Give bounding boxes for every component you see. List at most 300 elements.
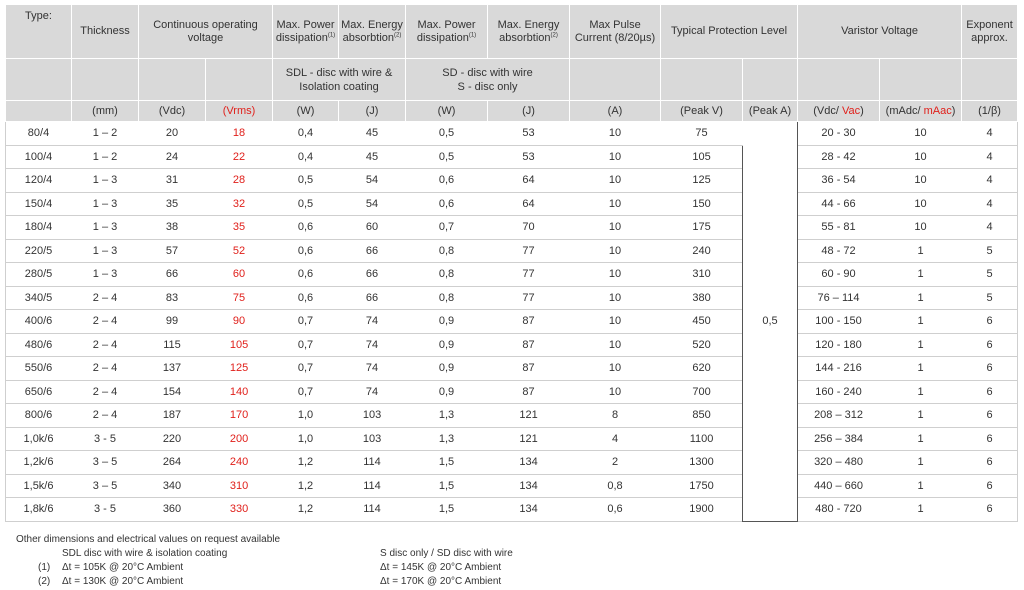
cell-energy-sd: 64 — [488, 192, 570, 216]
unit-vdc: (Vdc) — [139, 101, 206, 122]
table-row — [6, 474, 1018, 498]
cell-type: 280/5 — [6, 263, 72, 287]
cell-varistor-voltage: 480 - 720 — [798, 498, 880, 522]
table-row — [6, 263, 1018, 287]
cell-power-sd: 1,3 — [406, 404, 488, 428]
cell-type: 80/4 — [6, 122, 72, 146]
cell-energy-sd: 87 — [488, 380, 570, 404]
cell-type: 1,2k/6 — [6, 451, 72, 475]
unit-vac-red: Vac — [841, 105, 861, 117]
cell-varistor-voltage: 440 – 660 — [798, 474, 880, 498]
cell-peak-v: 1900 — [661, 498, 743, 522]
group-empty-8 — [798, 59, 880, 101]
cell-peak-v: 310 — [661, 263, 743, 287]
cell-vrms: 32 — [206, 192, 273, 216]
cell-energy-sd: 64 — [488, 169, 570, 193]
table-row — [6, 451, 1018, 475]
cell-vdc: 360 — [139, 498, 206, 522]
cell-exponent: 5 — [962, 239, 1018, 263]
cell-energy-sd: 87 — [488, 357, 570, 381]
cell-type: 150/4 — [6, 192, 72, 216]
group-empty-1 — [6, 59, 72, 101]
header-thickness: Thickness — [72, 5, 139, 59]
cell-varistor-voltage: 160 - 240 — [798, 380, 880, 404]
cell-power-sd: 1,5 — [406, 498, 488, 522]
header-max-energy-1-text: Max. Energy absorbtion — [341, 18, 403, 44]
group-empty-4 — [206, 59, 273, 101]
table-row — [6, 192, 1018, 216]
cell-thickness: 3 – 5 — [72, 451, 139, 475]
cell-peak-v: 380 — [661, 286, 743, 310]
unit-peak-a: (Peak A) — [743, 101, 798, 122]
header-max-power-1 — [273, 5, 339, 59]
cell-varistor-voltage: 320 – 480 — [798, 451, 880, 475]
cell-energy-sd: 121 — [488, 404, 570, 428]
footnote-ref-1b: (1) — [468, 31, 477, 38]
cell-thickness: 2 – 4 — [72, 286, 139, 310]
cell-exponent: 6 — [962, 474, 1018, 498]
cell-power-sd: 0,9 — [406, 333, 488, 357]
cell-thickness: 1 – 3 — [72, 216, 139, 240]
unit-maac-red: mAac — [923, 105, 952, 117]
group-sd-line1: SD - disc with wire — [442, 66, 533, 79]
table-row — [6, 122, 1018, 146]
cell-pulse-current: 10 — [570, 216, 661, 240]
cell-type: 340/5 — [6, 286, 72, 310]
cell-current: 1 — [880, 286, 962, 310]
unit-vdc-vac-b: ) — [860, 105, 864, 117]
cell-vrms: 105 — [206, 333, 273, 357]
cell-power-sdl: 1,2 — [273, 498, 339, 522]
cell-energy-sd: 87 — [488, 310, 570, 334]
cell-exponent: 5 — [962, 263, 1018, 287]
cell-varistor-voltage: 100 - 150 — [798, 310, 880, 334]
cell-exponent: 4 — [962, 122, 1018, 146]
cell-exponent: 6 — [962, 357, 1018, 381]
cell-vrms: 170 — [206, 404, 273, 428]
cell-current: 1 — [880, 310, 962, 334]
cell-power-sd: 1,5 — [406, 474, 488, 498]
cell-type: 100/4 — [6, 145, 72, 169]
cell-vdc: 187 — [139, 404, 206, 428]
unit-madc-maac — [880, 101, 962, 122]
header-exponent: Exponent approx. — [962, 5, 1018, 59]
cell-power-sdl: 0,6 — [273, 216, 339, 240]
group-empty-7 — [743, 59, 798, 101]
cell-energy-sdl: 103 — [339, 427, 406, 451]
unit-vdc-vac — [798, 101, 880, 122]
cell-energy-sdl: 66 — [339, 286, 406, 310]
table-row — [6, 286, 1018, 310]
cell-pulse-current: 4 — [570, 427, 661, 451]
header-max-energy-1 — [339, 5, 406, 59]
note-left-title: SDL disc with wire & isolation coating — [62, 548, 228, 559]
cell-varistor-voltage: 76 – 114 — [798, 286, 880, 310]
cell-exponent: 6 — [962, 404, 1018, 428]
cell-thickness: 1 – 2 — [72, 122, 139, 146]
cell-varistor-voltage: 208 – 312 — [798, 404, 880, 428]
group-sdl: SDL - disc with wire & Isolation coating — [273, 59, 406, 101]
header-row-groups — [6, 59, 1018, 101]
note-right-2: Δt = 170K @ 20°C Ambient — [380, 576, 502, 587]
cell-exponent: 6 — [962, 427, 1018, 451]
cell-power-sdl: 1,0 — [273, 427, 339, 451]
table-row — [6, 169, 1018, 193]
cell-type: 650/6 — [6, 380, 72, 404]
cell-vrms: 90 — [206, 310, 273, 334]
note-left-2: Δt = 130K @ 20°C Ambient — [62, 576, 184, 587]
cell-vdc: 264 — [139, 451, 206, 475]
header-max-power-2-text: Max. Power dissipation — [416, 18, 476, 44]
cell-vrms: 18 — [206, 122, 273, 146]
note-other-dimensions: Other dimensions and electrical values on request available — [16, 534, 281, 545]
cell-current: 10 — [880, 216, 962, 240]
table-row — [6, 239, 1018, 263]
cell-varistor-voltage: 20 - 30 — [798, 122, 880, 146]
cell-peak-v: 1100 — [661, 427, 743, 451]
cell-current: 1 — [880, 333, 962, 357]
cell-current: 1 — [880, 451, 962, 475]
cell-pulse-current: 0,8 — [570, 474, 661, 498]
cell-pulse-current: 10 — [570, 169, 661, 193]
unit-j1: (J) — [339, 101, 406, 122]
cell-varistor-voltage: 44 - 66 — [798, 192, 880, 216]
cell-vdc: 137 — [139, 357, 206, 381]
cell-power-sd: 0,6 — [406, 169, 488, 193]
cell-energy-sdl: 66 — [339, 263, 406, 287]
varistor-spec-table — [5, 4, 1018, 522]
cell-thickness: 1 – 3 — [72, 263, 139, 287]
cell-power-sd: 0,9 — [406, 310, 488, 334]
cell-vrms: 140 — [206, 380, 273, 404]
cell-energy-sdl: 60 — [339, 216, 406, 240]
cell-pulse-current: 10 — [570, 192, 661, 216]
cell-power-sdl: 0,7 — [273, 357, 339, 381]
cell-type: 220/5 — [6, 239, 72, 263]
cell-energy-sd: 77 — [488, 239, 570, 263]
cell-energy-sdl: 103 — [339, 404, 406, 428]
cell-vdc: 220 — [139, 427, 206, 451]
cell-vdc: 35 — [139, 192, 206, 216]
cell-type: 1,8k/6 — [6, 498, 72, 522]
header-max-pulse: Max Pulse Current (8/20µs) — [570, 5, 661, 59]
unit-w1: (W) — [273, 101, 339, 122]
cell-exponent: 6 — [962, 380, 1018, 404]
group-empty-10 — [962, 59, 1018, 101]
cell-vrms: 75 — [206, 286, 273, 310]
cell-vrms: 60 — [206, 263, 273, 287]
cell-vrms: 240 — [206, 451, 273, 475]
cell-type: 1,0k/6 — [6, 427, 72, 451]
cell-power-sd: 0,5 — [406, 122, 488, 146]
cell-peak-v: 1300 — [661, 451, 743, 475]
footnote-ref-1: (1) — [327, 31, 336, 38]
cell-energy-sd: 134 — [488, 498, 570, 522]
cell-exponent: 6 — [962, 451, 1018, 475]
cell-pulse-current: 10 — [570, 357, 661, 381]
cell-vrms: 310 — [206, 474, 273, 498]
cell-pulse-current: 0,6 — [570, 498, 661, 522]
cell-peak-v: 240 — [661, 239, 743, 263]
cell-power-sdl: 1,0 — [273, 404, 339, 428]
cell-power-sd: 0,6 — [406, 192, 488, 216]
footnote-ref-2: (2) — [394, 31, 402, 38]
header-type: Type: — [6, 5, 72, 59]
cell-power-sdl: 0,7 — [273, 380, 339, 404]
cell-energy-sd: 121 — [488, 427, 570, 451]
table-row — [6, 404, 1018, 428]
cell-varistor-voltage: 144 - 216 — [798, 357, 880, 381]
cell-pulse-current: 10 — [570, 122, 661, 146]
cell-pulse-current: 10 — [570, 310, 661, 334]
cell-power-sdl: 0,7 — [273, 310, 339, 334]
cell-thickness: 1 – 3 — [72, 239, 139, 263]
cell-power-sdl: 0,5 — [273, 192, 339, 216]
cell-energy-sd: 87 — [488, 333, 570, 357]
header-max-power-1-text: Max. Power dissipation — [275, 18, 335, 44]
cell-current: 1 — [880, 239, 962, 263]
cell-thickness: 1 – 3 — [72, 192, 139, 216]
cell-vrms: 125 — [206, 357, 273, 381]
cell-power-sd: 0,5 — [406, 145, 488, 169]
cell-power-sdl: 0,5 — [273, 169, 339, 193]
note-right-1: Δt = 145K @ 20°C Ambient — [380, 562, 502, 573]
header-continuous-voltage: Continuous operating voltage — [139, 5, 273, 59]
cell-peak-v: 1750 — [661, 474, 743, 498]
cell-power-sdl: 1,2 — [273, 451, 339, 475]
cell-vrms: 28 — [206, 169, 273, 193]
table-body — [6, 122, 1018, 522]
unit-thickness: (mm) — [72, 101, 139, 122]
cell-peak-v: 850 — [661, 404, 743, 428]
cell-energy-sdl: 45 — [339, 145, 406, 169]
cell-energy-sdl: 74 — [339, 310, 406, 334]
group-empty-9 — [880, 59, 962, 101]
cell-peak-v: 125 — [661, 169, 743, 193]
cell-power-sd: 0,8 — [406, 263, 488, 287]
cell-vdc: 31 — [139, 169, 206, 193]
unit-vrms: (Vrms) — [206, 101, 273, 122]
cell-exponent: 4 — [962, 216, 1018, 240]
cell-varistor-voltage: 36 - 54 — [798, 169, 880, 193]
header-max-energy-2 — [488, 5, 570, 59]
cell-thickness: 2 – 4 — [72, 310, 139, 334]
cell-exponent: 5 — [962, 286, 1018, 310]
cell-current: 1 — [880, 498, 962, 522]
cell-thickness: 2 – 4 — [72, 333, 139, 357]
unit-beta: (1/β) — [962, 101, 1018, 122]
cell-thickness: 1 – 2 — [72, 145, 139, 169]
cell-peak-v: 450 — [661, 310, 743, 334]
cell-type: 800/6 — [6, 404, 72, 428]
cell-varistor-voltage: 28 - 42 — [798, 145, 880, 169]
table-row — [6, 145, 1018, 169]
cell-current: 1 — [880, 263, 962, 287]
unit-w2: (W) — [406, 101, 488, 122]
cell-current: 1 — [880, 474, 962, 498]
cell-current: 1 — [880, 380, 962, 404]
cell-energy-sdl: 74 — [339, 333, 406, 357]
cell-thickness: 2 – 4 — [72, 357, 139, 381]
cell-varistor-voltage: 48 - 72 — [798, 239, 880, 263]
cell-peak-v: 520 — [661, 333, 743, 357]
group-sd — [406, 59, 570, 101]
cell-vdc: 154 — [139, 380, 206, 404]
cell-pulse-current: 2 — [570, 451, 661, 475]
cell-energy-sdl: 74 — [339, 357, 406, 381]
header-row-titles — [6, 5, 1018, 59]
cell-power-sdl: 0,7 — [273, 333, 339, 357]
cell-exponent: 6 — [962, 310, 1018, 334]
cell-thickness: 2 – 4 — [72, 380, 139, 404]
cell-exponent: 4 — [962, 145, 1018, 169]
cell-varistor-voltage: 120 - 180 — [798, 333, 880, 357]
cell-power-sd: 0,9 — [406, 357, 488, 381]
cell-exponent: 6 — [962, 498, 1018, 522]
cell-type: 120/4 — [6, 169, 72, 193]
note-left-2-num: (2) — [38, 576, 51, 587]
cell-thickness: 3 – 5 — [72, 474, 139, 498]
table-row — [6, 333, 1018, 357]
cell-exponent: 4 — [962, 169, 1018, 193]
table-row — [6, 357, 1018, 381]
cell-pulse-current: 10 — [570, 239, 661, 263]
note-left-1-num: (1) — [38, 562, 51, 573]
cell-pulse-current: 10 — [570, 380, 661, 404]
cell-energy-sd: 77 — [488, 286, 570, 310]
cell-vdc: 66 — [139, 263, 206, 287]
cell-type: 480/6 — [6, 333, 72, 357]
header-row-units — [6, 101, 1018, 122]
table-row — [6, 310, 1018, 334]
cell-current: 10 — [880, 169, 962, 193]
cell-peak-v: 620 — [661, 357, 743, 381]
unit-j2: (J) — [488, 101, 570, 122]
cell-exponent: 6 — [962, 333, 1018, 357]
header-typical-protection: Typical Protection Level — [661, 5, 798, 59]
cell-vdc: 20 — [139, 122, 206, 146]
cell-pulse-current: 10 — [570, 263, 661, 287]
cell-power-sd: 1,3 — [406, 427, 488, 451]
cell-pulse-current: 10 — [570, 286, 661, 310]
cell-energy-sd: 53 — [488, 122, 570, 146]
group-empty-5 — [570, 59, 661, 101]
note-left-1: Δt = 105K @ 20°C Ambient — [62, 562, 184, 573]
cell-vdc: 115 — [139, 333, 206, 357]
unit-vdc-vac-a: (Vdc/ — [813, 105, 842, 117]
header-max-energy-2-text: Max. Energy absorbtion — [497, 18, 560, 44]
cell-peak-v: 75 — [661, 122, 743, 146]
cell-energy-sd: 77 — [488, 263, 570, 287]
cell-vrms: 200 — [206, 427, 273, 451]
cell-power-sdl: 0,4 — [273, 145, 339, 169]
footnote-ref-2b: (2) — [550, 31, 558, 38]
cell-energy-sdl: 66 — [339, 239, 406, 263]
cell-vdc: 24 — [139, 145, 206, 169]
group-sd-line2: S - disc only — [457, 80, 518, 93]
cell-energy-sd: 134 — [488, 451, 570, 475]
cell-peak-v: 105 — [661, 145, 743, 169]
header-varistor-voltage: Varistor Voltage — [798, 5, 962, 59]
cell-energy-sdl: 114 — [339, 451, 406, 475]
cell-peak-v: 150 — [661, 192, 743, 216]
cell-exponent: 4 — [962, 192, 1018, 216]
cell-vdc: 57 — [139, 239, 206, 263]
cell-current: 1 — [880, 357, 962, 381]
cell-power-sdl: 0,6 — [273, 263, 339, 287]
unit-peak-v: (Peak V) — [661, 101, 743, 122]
cell-thickness: 1 – 3 — [72, 169, 139, 193]
table-row — [6, 216, 1018, 240]
cell-power-sdl: 0,6 — [273, 239, 339, 263]
cell-vdc: 83 — [139, 286, 206, 310]
unit-madc-b: ) — [951, 105, 956, 117]
cell-vdc: 99 — [139, 310, 206, 334]
cell-vrms: 330 — [206, 498, 273, 522]
cell-power-sdl: 0,6 — [273, 286, 339, 310]
unit-empty — [6, 101, 72, 122]
cell-pulse-current: 8 — [570, 404, 661, 428]
cell-power-sd: 0,7 — [406, 216, 488, 240]
cell-current: 10 — [880, 192, 962, 216]
note-right-title: S disc only / SD disc with wire — [380, 548, 513, 559]
cell-power-sdl: 1,2 — [273, 474, 339, 498]
unit-madc-a: (mAdc/ — [885, 105, 924, 117]
cell-type: 400/6 — [6, 310, 72, 334]
header-max-power-2 — [406, 5, 488, 59]
table-row — [6, 380, 1018, 404]
cell-vrms: 35 — [206, 216, 273, 240]
cell-vrms: 22 — [206, 145, 273, 169]
cell-type: 180/4 — [6, 216, 72, 240]
group-empty-6 — [661, 59, 743, 101]
cell-type: 1,5k/6 — [6, 474, 72, 498]
cell-energy-sd: 53 — [488, 145, 570, 169]
group-empty-2 — [72, 59, 139, 101]
cell-energy-sdl: 114 — [339, 498, 406, 522]
cell-energy-sd: 70 — [488, 216, 570, 240]
cell-energy-sd: 134 — [488, 474, 570, 498]
cell-vdc: 38 — [139, 216, 206, 240]
cell-power-sdl: 0,4 — [273, 122, 339, 146]
cell-current: 10 — [880, 145, 962, 169]
cell-peak-v: 700 — [661, 380, 743, 404]
cell-power-sd: 0,8 — [406, 239, 488, 263]
cell-thickness: 3 - 5 — [72, 498, 139, 522]
cell-peak-a: 0,5 — [743, 122, 798, 522]
cell-power-sd: 1,5 — [406, 451, 488, 475]
cell-peak-v: 175 — [661, 216, 743, 240]
cell-thickness: 3 - 5 — [72, 427, 139, 451]
cell-energy-sdl: 54 — [339, 169, 406, 193]
cell-pulse-current: 10 — [570, 145, 661, 169]
cell-energy-sdl: 45 — [339, 122, 406, 146]
cell-power-sd: 0,8 — [406, 286, 488, 310]
cell-thickness: 2 – 4 — [72, 404, 139, 428]
cell-current: 10 — [880, 122, 962, 146]
unit-a: (A) — [570, 101, 661, 122]
cell-energy-sdl: 114 — [339, 474, 406, 498]
table-row — [6, 498, 1018, 522]
cell-varistor-voltage: 256 – 384 — [798, 427, 880, 451]
cell-pulse-current: 10 — [570, 333, 661, 357]
cell-vdc: 340 — [139, 474, 206, 498]
cell-type: 550/6 — [6, 357, 72, 381]
cell-varistor-voltage: 55 - 81 — [798, 216, 880, 240]
table-row — [6, 427, 1018, 451]
cell-vrms: 52 — [206, 239, 273, 263]
cell-energy-sdl: 74 — [339, 380, 406, 404]
